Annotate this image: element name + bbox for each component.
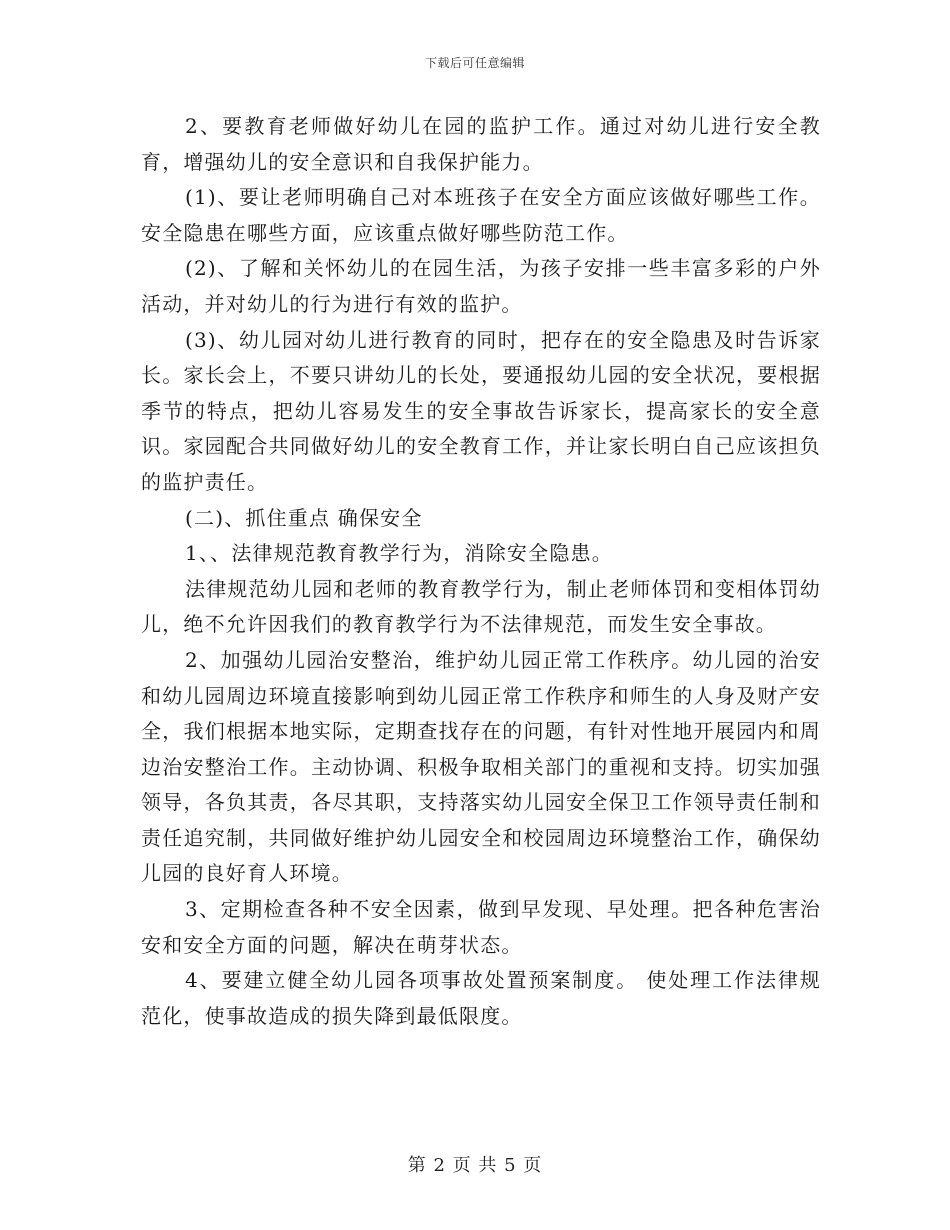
paragraph: 4、要建立健全幼儿园各项事故处置预案制度。 使处理工作法律规范化，使事故造成的损失降到最低限度。 bbox=[141, 968, 821, 1028]
paragraph: (1)、要让老师明确自己对本班孩子在安全方面应该做好哪些工作。安全隐患在哪些方面，应该重点做好哪些防范工作。 bbox=[141, 185, 821, 245]
document-body bbox=[141, 109, 821, 1034]
paragraph: 2、要教育老师做好幼儿在园的监护工作。通过对幼儿进行安全教育，增强幼儿的安全意识和自我保护能力。 bbox=[141, 114, 821, 174]
paragraph: (2)、了解和关怀幼儿的在园生活，为孩子安排一些丰富多彩的户外活动，并对幼儿的行为进行有效的监护。 bbox=[141, 256, 821, 316]
page-header: 下载后可任意编辑 bbox=[424, 56, 525, 70]
paragraph: 法律规范幼儿园和老师的教育教学行为，制止老师体罚和变相体罚幼儿，绝不允许因我们的教育教学行为不法律规范，而发生安全事故。 bbox=[141, 576, 821, 637]
paragraph: 1、、法律规范教育教学行为，消除安全隐患。 bbox=[185, 541, 613, 566]
paragraph: 2、加强幼儿园治安整治，维护幼儿园正常工作秩序。幼儿园的治安和幼儿园周边环境直接影响到幼儿园正常工作秩序和师生的人身及财产安全，我们根据本地实际，定期查找存在的问题，有针对性地开展园内和周边治安整治工作。主动协调、积极争取相关部门的重视和支持。切实加强领导，各负其责，各尽其职，支持落实幼儿园安全保卫工作领导责任制和责任追究制，共同做好维护幼儿园安全和校园周边环境整治工作，确保幼儿园的良好育人环境。 bbox=[141, 647, 821, 886]
page-footer: 第 2 页 共 5 页 bbox=[407, 1155, 543, 1176]
paragraph: (3)、幼儿园对幼儿进行教育的同时，把存在的安全隐患及时告诉家长。家长会上，不要只讲幼儿的长处，要通报幼儿园的安全状况，要根据季节的特点，把幼儿容易发生的安全事故告诉家长，提高家长的安全意识。家园配合共同做好幼儿的安全教育工作，并让家长明白自己应该担负的监护责任。 bbox=[141, 327, 821, 494]
section-heading: (二)、抓住重点 确保安全 bbox=[185, 505, 423, 530]
paragraph: 3、定期检查各种不安全因素，做到早发现、早处理。把各种危害治安和安全方面的问题，解决在萌芽状态。 bbox=[141, 897, 821, 957]
